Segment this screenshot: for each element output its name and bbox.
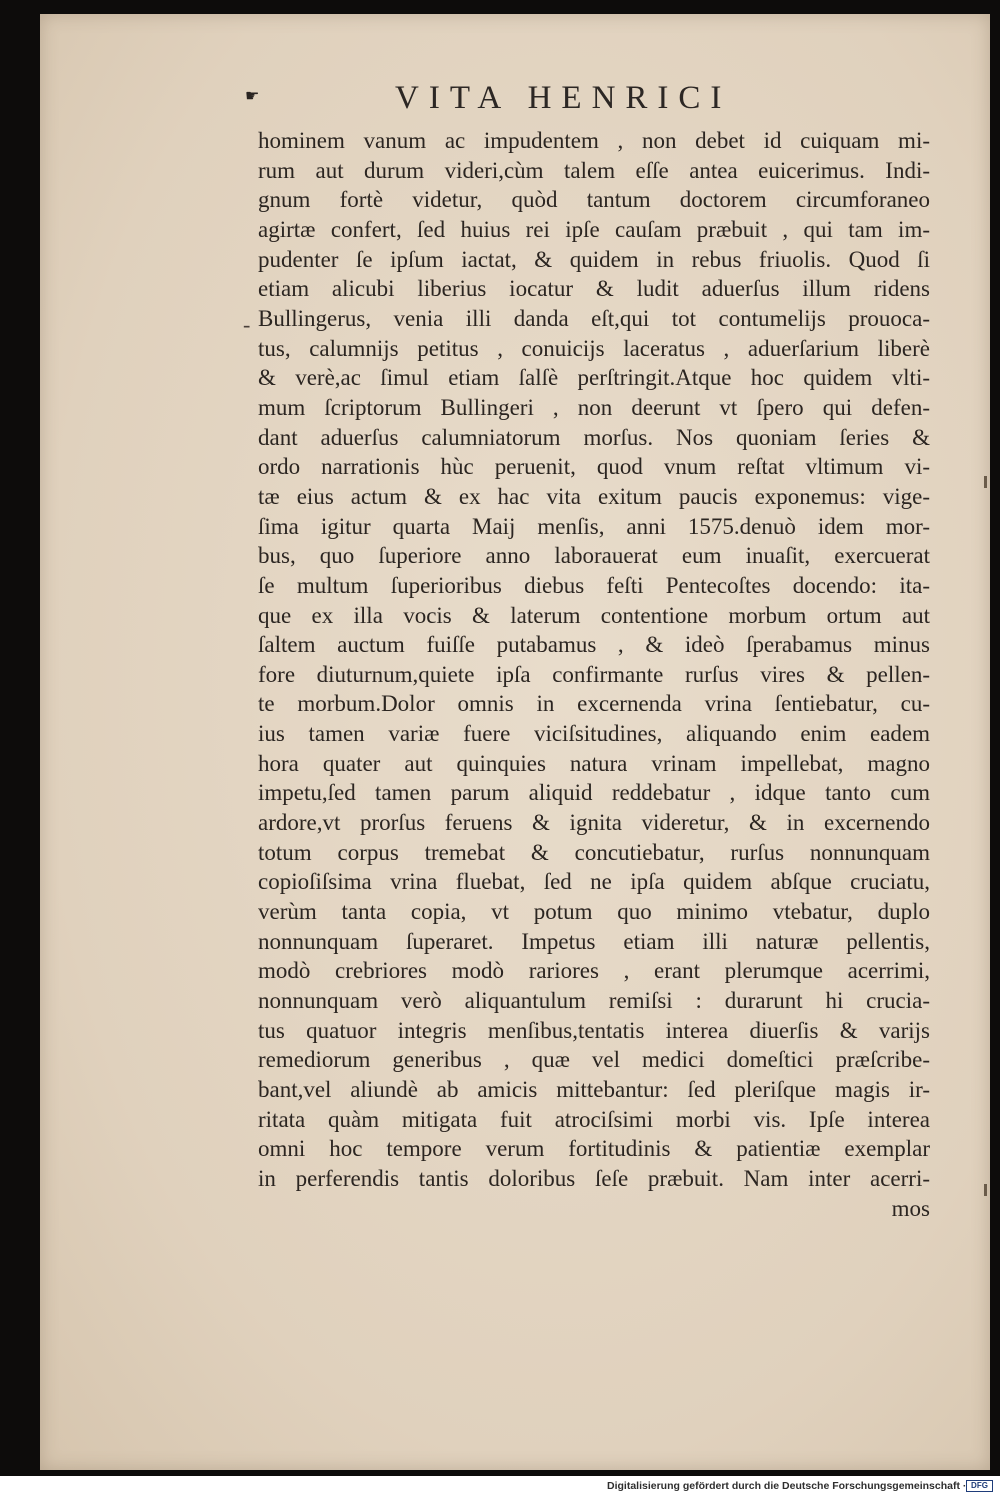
text-line: hora quater aut quinquies natura vrinam impellebat, magno (258, 750, 930, 776)
text-line: Bullingerus, venia illi danda eſt,qui tot contumelijs prouoca- (258, 305, 930, 331)
text-line: fore diuturnum,quiete ipſa confirmante rurſus vires & pellen- (258, 661, 930, 687)
page-mark: ☛ (245, 86, 260, 105)
text-line: tus quatuor integris menſibus,tentatis interea diuerſis & varijs (258, 1017, 930, 1043)
text-line: ritata quàm mitigata fuit atrociſsimi morbi vis. Ipſe interea (258, 1106, 930, 1132)
text-line: impetu,ſed tamen parum aliquid reddebatur , idque tanto cum (258, 780, 930, 806)
text-line: hominem vanum ac impudentem , non debet id cuiquam mi- (258, 128, 930, 153)
text-line: que ex illa vocis & laterum contentione morbum ortum aut (258, 602, 930, 628)
text-line: rum aut durum videri,cùm talem eſſe antea euicerimus. Indi- (258, 157, 930, 183)
text-line: te morbum.Dolor omnis in excernenda vrina ſentiebatur, cu- (258, 691, 930, 717)
text-line: bus, quo ſuperiore anno laborauerat eum inuaſit, exercuerat (258, 543, 930, 569)
footer-credit: Digitalisierung gefördert durch die Deutsche Forschungsgemeinschaft · (607, 1480, 967, 1492)
text-line: bant,vel aliundè ab amicis mittebantur: ſed pleriſque magis ir- (258, 1077, 930, 1102)
text-line: omni hoc tempore verum fortitudinis & patientiæ exemplar (258, 1136, 930, 1162)
text-line: nonnunquam verò aliquantulum remiſsi : durarunt hi crucia- (258, 988, 930, 1014)
page-edge-mark (984, 476, 987, 488)
text-line: mos (891, 1195, 930, 1221)
text-line: verùm tanta copia, vt potum quo minimo vtebatur, duplo (258, 899, 930, 925)
text-line: ius tamen variæ fuere viciſsitudines, aliquando enim eadem (258, 721, 930, 747)
text-line: ſaltem auctum fuiſſe putabamus , & ideò ſperabamus minus (258, 632, 930, 658)
text-line: ardore,vt prorſus feruens & ignita videretur, & in excernendo (258, 810, 930, 836)
text-line: tæ eius actum & ex hac vita exitum paucis exponemus: vige- (258, 483, 930, 509)
text-line: tus, calumnijs petitus , conuicijs laceratus , aduerſarium liberè (258, 335, 930, 361)
text-line: ſima igitur quarta Maij menſis, anni 1575.denuò idem mor- (258, 513, 930, 539)
body-text (258, 126, 930, 1223)
dfg-logo: DFG (966, 1480, 993, 1492)
text-line: ordo narrationis hùc peruenit, quod vnum reſtat vltimum vi- (258, 454, 930, 480)
text-line: copioſiſsima vrina fluebat, ſed ne ipſa quidem abſque cruciatu, (258, 869, 930, 895)
text-line: ſe multum ſuperioribus diebus feſti Pentecoſtes docendo: ita- (258, 572, 930, 598)
text-line: dant aduerſus calumniatorum morſus. Nos quoniam ſeries & (258, 424, 930, 450)
text-line: pudenter ſe ipſum iactat, & quidem in rebus friuolis. Quod ſi (258, 246, 930, 272)
text-line: totum corpus tremebat & concutiebatur, rurſus nonnunquam (258, 839, 930, 865)
page-edge-mark (984, 1184, 987, 1196)
text-line: remediorum generibus , quæ vel medici domeſtici præſcribe- (258, 1047, 930, 1073)
text-line: in perferendis tantis doloribus ſeſe præbuit. Nam inter acerri- (258, 1165, 930, 1191)
marginal-dash: - (243, 312, 251, 337)
text-line: & verè,ac ſimul etiam ſalſè perſtringit.Atque hoc quidem vlti- (258, 365, 930, 391)
text-line: nonnunquam ſuperaret. Impetus etiam illi naturæ pellentis, (258, 928, 930, 954)
text-line: modò crebriores modò rariores , erant plerumque acerrimi, (258, 958, 930, 984)
text-line: agirtæ confert, ſed huius rei ipſe cauſam præbuit , qui tam im- (258, 216, 930, 242)
text-line: gnum fortè videtur, quòd tantum doctorem circumforaneo (258, 187, 930, 213)
text-line: etiam alicubi liberius iocatur & ludit aduerſus illum ridens (258, 276, 930, 302)
text-line: mum ſcriptorum Bullingeri , non deerunt vt ſpero qui defen- (258, 394, 930, 420)
running-head: VITA HENRICI (395, 80, 732, 116)
